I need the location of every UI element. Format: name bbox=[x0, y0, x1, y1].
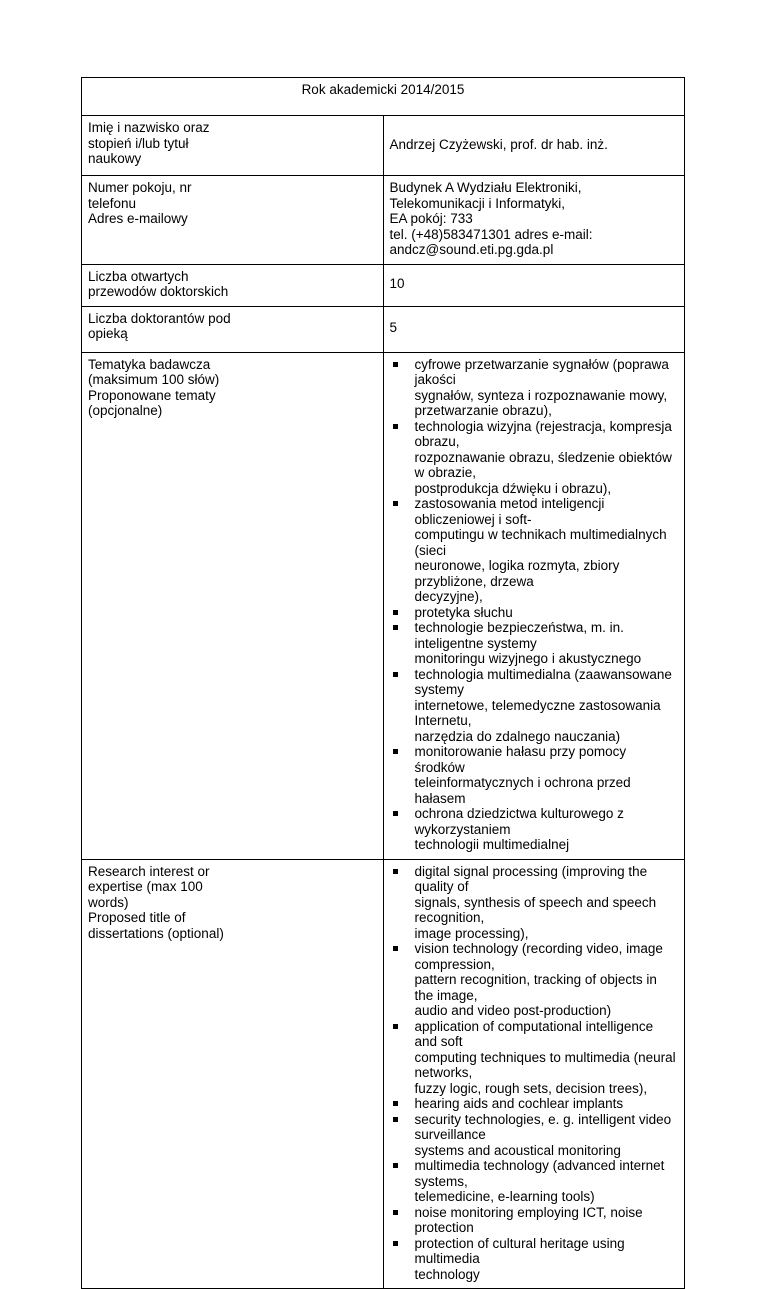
table-row-research-pl bbox=[82, 352, 685, 859]
list-item-line: computing techniques to multimedia (neural networks, bbox=[414, 1049, 676, 1080]
list-item-line: technologii multimedialnej bbox=[414, 837, 570, 852]
open-theses-label bbox=[82, 264, 384, 306]
name-label-line: stopień i/lub tytuł bbox=[88, 135, 189, 151]
list-item-line: technologie bezpieczeństwa, m. in. inteligentne systemy bbox=[414, 620, 624, 651]
list-item-line: protection of cultural heritage using multimedia bbox=[414, 1235, 625, 1266]
list-item-line: postprodukcja dźwięku i obrazu), bbox=[414, 480, 612, 496]
list-item-line: teleinformatycznych i ochrona przed hałasem bbox=[414, 775, 631, 806]
list-item bbox=[390, 941, 679, 1019]
name-label-line: Imię i nazwisko oraz bbox=[88, 120, 210, 135]
supervisor-info-table bbox=[81, 77, 685, 1289]
list-item-line: zastosowania metod inteligencji obliczeniowej i soft- bbox=[414, 496, 605, 527]
list-item-line: multimedia technology (advanced internet systems, bbox=[414, 1158, 665, 1189]
list-item bbox=[390, 1158, 679, 1205]
list-item bbox=[390, 357, 679, 419]
research-en-label-line: expertise (max 100 bbox=[88, 879, 203, 894]
list-item bbox=[390, 806, 679, 853]
name-value: Andrzej Czyżewski, prof. dr hab. inż. bbox=[383, 116, 685, 176]
research-pl-label bbox=[82, 352, 384, 859]
table-row-title bbox=[82, 78, 685, 116]
list-item bbox=[390, 864, 679, 942]
list-item-line: signals, synthesis of speech and speech recognition, bbox=[414, 894, 657, 925]
list-item-line: application of computational intelligence and soft bbox=[414, 1018, 654, 1049]
list-item-line: fuzzy logic, rough sets, decision trees), bbox=[414, 1080, 648, 1096]
research-pl-value bbox=[383, 352, 685, 859]
list-item bbox=[390, 605, 679, 621]
list-item-line: decyzyjne), bbox=[414, 589, 483, 604]
list-item-line: neuronowe, logika rozmyta, zbiory przybliżone, drzewa bbox=[414, 558, 620, 589]
list-item-line: digital signal processing (improving the quality of bbox=[414, 863, 648, 894]
research-pl-label-line: (opcjonalne) bbox=[88, 403, 163, 418]
list-item-line: noise monitoring employing ICT, noise protection bbox=[414, 1204, 643, 1235]
list-item-line: narzędzia do zdalnego nauczania) bbox=[414, 728, 621, 744]
table-row-name bbox=[82, 116, 685, 176]
list-item-line: systems and acoustical monitoring bbox=[414, 1142, 621, 1158]
list-item-line: ochrona dziedzictwa kulturowego z wykorzystaniem bbox=[414, 806, 624, 837]
list-item-line: pattern recognition, tracking of objects in the image, bbox=[414, 972, 657, 1003]
research-en-list bbox=[390, 864, 679, 1283]
research-en-value bbox=[383, 859, 685, 1289]
name-label-line: naukowy bbox=[88, 151, 142, 166]
list-item-line: audio and video post-production) bbox=[414, 1003, 612, 1018]
list-item-line: telemedicine, e-learning tools) bbox=[414, 1189, 595, 1204]
list-item-line: image processing), bbox=[414, 925, 529, 941]
list-item-line: sygnałów, synteza i rozpoznawanie mowy, bbox=[414, 387, 668, 403]
list-item-line: protetyka słuchu bbox=[414, 604, 513, 620]
table-row-room bbox=[82, 176, 685, 265]
research-pl-label-line: (maksimum 100 słów) bbox=[88, 372, 220, 387]
list-item-line: internetowe, telemedyczne zastosowania Internetu, bbox=[414, 697, 661, 728]
list-item bbox=[390, 1096, 679, 1112]
academic-year-title: Rok akademicki 2014/2015 bbox=[82, 78, 685, 116]
room-label-line: Numer pokoju, nr bbox=[88, 180, 192, 195]
research-en-label-line: Research interest or bbox=[88, 863, 210, 879]
list-item-line: monitoringu wizyjnego i akustycznego bbox=[414, 651, 642, 666]
list-item bbox=[390, 1205, 679, 1236]
research-pl-label-line: Tematyka badawcza bbox=[88, 356, 211, 372]
list-item bbox=[390, 667, 679, 745]
students-value: 5 bbox=[383, 306, 685, 352]
open-theses-value: 10 bbox=[383, 264, 685, 306]
room-label bbox=[82, 176, 384, 265]
list-item-line: monitorowanie hałasu przy pomocy środków bbox=[414, 744, 627, 775]
table-row-open-theses bbox=[82, 264, 685, 306]
room-value-line: EA pokój: 733 bbox=[389, 211, 473, 226]
list-item-line: przetwarzanie obrazu), bbox=[414, 403, 552, 418]
room-value bbox=[383, 176, 685, 265]
list-item-line: security technologies, e. g. intelligent video surveillance bbox=[414, 1111, 672, 1142]
list-item-line: hearing aids and cochlear implants bbox=[414, 1096, 624, 1111]
research-en-label-line: dissertations (optional) bbox=[88, 925, 224, 941]
students-label bbox=[82, 306, 384, 352]
research-pl-list bbox=[390, 357, 679, 853]
list-item-line: vision technology (recording video, image compression, bbox=[414, 941, 663, 972]
table-row-students bbox=[82, 306, 685, 352]
table-row-research-en bbox=[82, 859, 685, 1289]
list-item bbox=[390, 1112, 679, 1159]
room-label-line: Adres e-mailowy bbox=[88, 211, 188, 226]
room-value-line: Budynek A Wydziału Elektroniki, Telekomunikacji i Informatyki, bbox=[389, 180, 582, 211]
list-item bbox=[390, 744, 679, 806]
list-item-line: technologia wizyjna (rejestracja, kompresja obrazu, bbox=[414, 418, 672, 449]
name-label bbox=[82, 116, 384, 176]
list-item bbox=[390, 496, 679, 605]
list-item-line: rozpoznawanie obrazu, śledzenie obiektów w obrazie, bbox=[414, 449, 672, 480]
list-item bbox=[390, 1236, 679, 1283]
research-pl-label-line: Proponowane tematy bbox=[88, 387, 216, 403]
room-label-line: telefonu bbox=[88, 195, 137, 211]
list-item bbox=[390, 620, 679, 667]
list-item bbox=[390, 419, 679, 497]
list-item-line: technologia multimedialna (zaawansowane systemy bbox=[414, 666, 672, 697]
list-item-line: technology bbox=[414, 1266, 480, 1282]
open-theses-label-line: Liczba otwartych bbox=[88, 268, 189, 284]
research-en-label-line: Proposed title of bbox=[88, 910, 186, 925]
research-en-label bbox=[82, 859, 384, 1289]
research-en-label-line: words) bbox=[88, 894, 129, 910]
list-item-line: cyfrowe przetwarzanie sygnałów (poprawa jakości bbox=[414, 356, 669, 387]
list-item bbox=[390, 1019, 679, 1097]
open-theses-label-line: przewodów doktorskich bbox=[88, 284, 229, 299]
list-item-line: computingu w technikach multimedialnych (sieci bbox=[414, 527, 667, 558]
students-label-line: Liczba doktorantów pod bbox=[88, 310, 231, 326]
room-value-line: tel. (+48)583471301 adres e-mail: andcz@sound.eti.pg.gda.pl bbox=[389, 226, 593, 257]
students-label-line: opieką bbox=[88, 326, 128, 341]
